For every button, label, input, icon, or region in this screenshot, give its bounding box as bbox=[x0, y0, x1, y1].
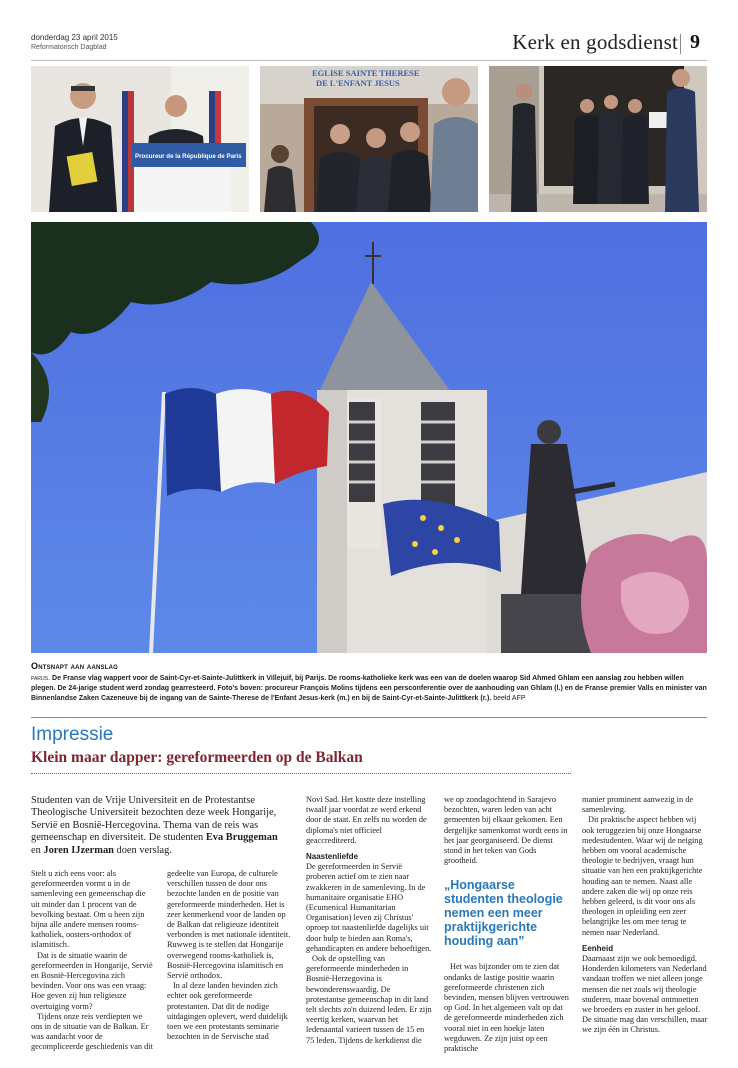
photo-flag-and-church bbox=[31, 222, 707, 653]
col2-paragraph-1: gedeelte van Europa, de culturele verschillen tussen de door ons bezochte landen en de positie van gereformeerde minderheden. Het is zeer kenmerkend voor de landen op de Balkan dat religieuze identiteit verbonden is met nationale identiteit. Ruwweg is te stellen dat Hongarije overwegend rooms-katholiek is, Bosnië-Hercegovina islamitisch en Servië orthodox. bbox=[167, 869, 291, 981]
caption-title: Ontsnapt aan aanslag bbox=[31, 661, 118, 671]
col3-paragraph-2: De gereformeerden in Servië proberen actief om te zien naar zwakkeren in de samenleving. In de humanitaire organisatie EHO (Ecumenical Humanitarian Organisation) leven zij Christus' oproep tot naastenliefde dagelijks uit door hulp te bieden aan Roma's, gehandicapten en andere behoeftigen. bbox=[306, 862, 432, 953]
article-column-2 bbox=[167, 869, 293, 1042]
col1-paragraph-2: Dat is de situatie waarin de gereformeerden in Hongarije, Servië en Bosnië-Hercegovina zich bevinden. Voor ons was een vraag: Hoe geven zij hun religieuze overtuiging vorm? bbox=[31, 950, 153, 1011]
caption-text bbox=[31, 674, 709, 704]
col2-paragraph-2: In al deze landen bevinden zich echter ook gereformeerde protestanten. Dat dit de nodige uitdagingen oplevert, werd duidelijk toen we een protestants seminarie bezochten in de Servische stad bbox=[167, 981, 288, 1042]
section-title: Kerk en godsdienst bbox=[512, 30, 678, 54]
col1-paragraph-1: Stelt u zich eens voor: als gereformeerden vormt u in de samenleving een gemeenschap die uit minder dan 1 procent van de bevolking bestaat. Om u heen zijn bijna alle andere mensen rooms-katholiek, oosters-orthodox of islamitisch. bbox=[31, 869, 146, 950]
header-rule bbox=[31, 60, 707, 61]
photo-officials-church bbox=[489, 66, 707, 212]
lead-and: en bbox=[31, 844, 44, 856]
article-column-5 bbox=[582, 795, 708, 1036]
church-sign-line1: EGLISE SAINTE THERESE bbox=[312, 68, 420, 78]
lead-end: doen verslag. bbox=[113, 844, 172, 856]
lead-text: Studenten van de Vrije Universiteit en de Protestantse Theologische Universiteit bezochten deze week Hongarije, Servië en Bosnië-Hercegovina. Thema van de reis was gemeenschap en diversiteit. De studenten bbox=[31, 795, 277, 844]
col5-paragraph-2: Dit praktische aspect hebben wij ook teruggezien bij onze Hongaarse medestudenten. Waar wij de neiging hebben om vooral academische theologie te bedrijven, vraagt hun situatie van hen een praktijkgerichte houding aan te nemen. Naast alle andere zaken die wij op onze reis hebben geleerd, is dit voor ons als theologen in opleiding een zeer belangrijke les om mee terug te nemen naar Nederland. bbox=[582, 815, 703, 937]
article-column-3 bbox=[306, 795, 432, 1046]
article-column-1 bbox=[31, 869, 154, 1053]
col3-subheading: Naastenliefde bbox=[306, 852, 359, 862]
newspaper-name: Reformatorisch Dagblad bbox=[31, 44, 107, 51]
caption-body: De Franse vlag wappert voor de Saint-Cyr-et-Sainte-Julittkerk in Villejuif, bij Parijs. De rooms-katholieke kerk was een van de doelen waarop Sid Ahmed Ghlam een aanslag zou hebben willen plegen. De 24-jarige student werd zondag gearresteerd. Foto's boven: procureur François Molins tijdens een persconferentie over de aanhouding van Ghlam (l.) en de Franse premier Valls en minister van Binnenlandse Zaken Cazeneuve bij de ingang van de Sainte-Therese de l'Enfant Jesus-kerk (m.) en bij de Saint-Cyr-et-Sainte-Julittkerk (r.). bbox=[31, 675, 707, 702]
col4-paragraph-2: Het was bijzonder om te zien dat ondanks de lastige positie waarin gereformeerde christenen zich bevinden, mensen blijven vertrouwen op God. In het algemeen valt op dat de gereformeerde minderheden zich vooral niet in een hoekje laten wegduwen. Ze zijn juist op een praktische bbox=[444, 962, 569, 1054]
col4-paragraph-1: we op zondagochtend in Sarajevo bezochten, waren leden van acht gemeenten bij elkaar gekomen. Een dergelijke samenkomst wordt eens in het jaar georganiseerd. De dienst stond in het teken van Gods grootheid. bbox=[444, 795, 568, 866]
article-column-4 bbox=[444, 795, 570, 1054]
article-kicker: Impressie bbox=[31, 724, 114, 745]
author-2: Joren IJzerman bbox=[43, 844, 114, 856]
lectern-sign-text: Procureur de la République de Paris bbox=[135, 153, 242, 160]
photo-church-entrance bbox=[260, 66, 478, 212]
section-rule bbox=[31, 717, 707, 718]
author-1: Eva Bruggeman bbox=[205, 832, 278, 844]
caption-location: parijs. bbox=[31, 675, 51, 682]
page-number: 9 bbox=[690, 31, 700, 53]
photo-press-conference bbox=[31, 66, 249, 212]
caption-credit: beeld AFP bbox=[493, 695, 526, 702]
church-sign-line2: DE L'ENFANT JESUS bbox=[316, 78, 400, 88]
col1-paragraph-3: Tijdens onze reis verdiepten we ons in de situatie van de Balkan. Er was aandacht voor de gecompliceerde geschiedenis van dit bbox=[31, 1011, 153, 1052]
col3-paragraph-1: Novi Sad. Het kostte deze instelling twaalf jaar voordat ze werd erkend door de staat. En zelfs nu worden de diploma's niet officieel geaccrediteerd. bbox=[306, 795, 427, 845]
pull-quote: „Hongaarse studenten theologie nemen een meer praktijkgerichte houding aan” bbox=[444, 878, 563, 949]
article-headline: Klein maar dapper: gereformeerden op de Balkan bbox=[31, 749, 363, 766]
col3-paragraph-3: Ook de opstelling van gereformeerde minderheden in Bosnië-Herzegovina is bewonderenswaardig. De protestantse gemeenschap in dit land telt slechts zo'n duizend leden. Er zijn veertig kerken, waarvan het ledenaantal varieert tussen de 15 en 75 leden. Tijdens de kerkdienst die bbox=[306, 954, 432, 1045]
col5-subheading: Eenheid bbox=[582, 943, 614, 953]
headline-dotted-rule bbox=[31, 773, 571, 774]
col5-paragraph-1: manier prominent aanwezig in de samenleving. bbox=[582, 795, 694, 815]
article-lead bbox=[31, 795, 286, 857]
issue-date: donderdag 23 april 2015 bbox=[31, 33, 118, 42]
col5-paragraph-3: Daarnaast zijn we ook bemoedigd. Honderden kilometers van Nederland vandaan troffen we niet alleen jonge mensen die net zoals wij theologie studeren, maar bovenal ontmoetten we broeders en zuster in het geloof. De situatie mag dan verschillen, maar we zijn één in Christus. bbox=[582, 954, 708, 1035]
header-divider bbox=[680, 34, 681, 54]
